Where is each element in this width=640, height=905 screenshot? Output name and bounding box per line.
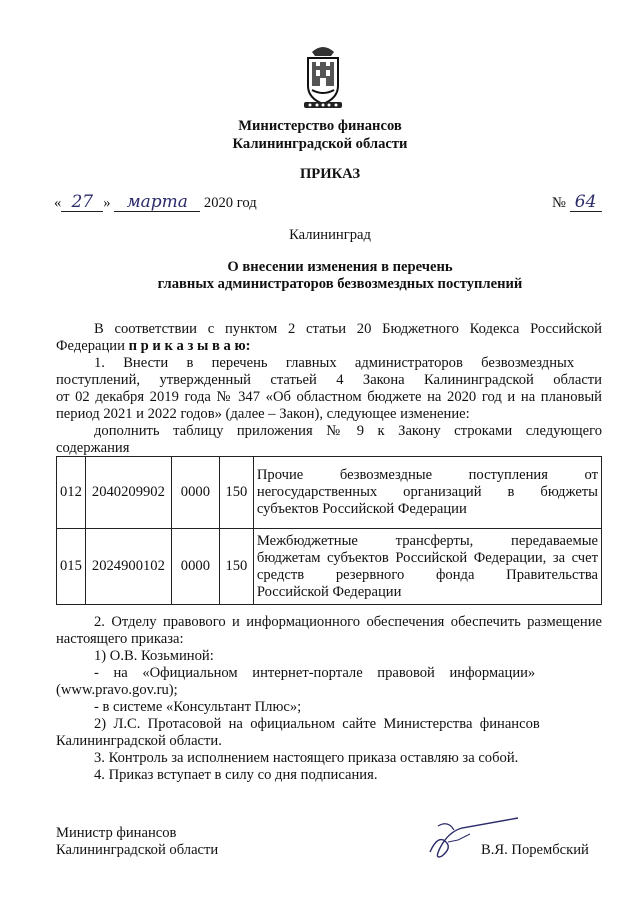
- cell-kbk: 2040209902: [85, 457, 171, 529]
- supplement-line2: содержания: [56, 440, 130, 456]
- signatory-name: В.Я. Порембский: [481, 842, 589, 858]
- date-day: 27: [61, 194, 103, 212]
- item4: 4. Приказ вступает в силу со дня подписания.: [94, 767, 378, 783]
- order-word: п р и к а з ы в а ю:: [128, 338, 251, 354]
- document-type: ПРИКАЗ: [299, 166, 361, 182]
- item1-line2: поступлений, утвержденный статьей 4 Закона Калининградской области: [56, 372, 602, 388]
- item2-line1: 2. Отделу правового и информационного обеспечения обеспечить размещение: [94, 614, 602, 630]
- cell-kosgu: 150: [219, 529, 253, 605]
- item1-line1: 1. Внести в перечень главных администраторов безвозмездных: [94, 355, 575, 371]
- document-number-value: 64: [570, 194, 602, 212]
- sub1-a-line2: (www.pravo.gov.ru);: [56, 682, 178, 698]
- cell-admin-code: 012: [57, 457, 86, 529]
- cell-admin-code: 015: [57, 529, 86, 605]
- cell-subcode: 0000: [171, 457, 219, 529]
- document-title-line1: О внесении изменения в перечень: [227, 259, 453, 275]
- signatory-position-line1: Министр финансов: [56, 825, 177, 841]
- cell-kbk: 2024900102: [85, 529, 171, 605]
- supplement-table: [56, 456, 602, 605]
- document-number: № 64: [552, 194, 612, 212]
- item1-line4: период 2021 и 2022 годов» (далее – Закон), следующее изменение:: [56, 406, 470, 422]
- document-title-line2: главных администраторов безвозмездных поступлений: [157, 276, 523, 292]
- preamble-line2: Федерации п р и к а з ы в а ю:: [56, 338, 251, 354]
- document-date: « 27 » марта 2020 год: [54, 192, 257, 212]
- item1-line3: от 02 декабря 2019 года № 347 «Об областном бюджете на 2020 год и на плановый: [56, 389, 602, 405]
- date-month: марта: [114, 194, 200, 212]
- cell-subcode: 0000: [171, 529, 219, 605]
- sub1: 1) О.В. Козьминой:: [94, 648, 214, 664]
- item2-line2: настоящего приказа:: [56, 631, 184, 647]
- ministry-name-line2: Калининградской области: [232, 136, 408, 152]
- cell-description: Прочие безвозмездные поступления от негосударственных организаций в бюджеты субъектов Российской Федерации: [253, 457, 601, 529]
- signatory-position-line2: Калининградской области: [56, 842, 219, 858]
- sub1-a-line1: - на «Официальном интернет-портале правовой информации»: [94, 665, 536, 681]
- table-row: [57, 457, 602, 529]
- item3: 3. Контроль за исполнением настоящего приказа оставляю за собой.: [94, 750, 519, 766]
- cell-kosgu: 150: [219, 457, 253, 529]
- sub2-line2: Калининградской области.: [56, 733, 222, 749]
- supplement-line1: дополнить таблицу приложения № 9 к Закону строками следующего: [94, 423, 602, 439]
- cell-description: Межбюджетные трансферты, передаваемые бюджетам субъектов Российской Федерации, за счет средств резервного фонда Правительства Российской Федерации: [253, 529, 601, 605]
- preamble-line1: В соответствии с пунктом 2 статьи 20 Бюджетного Кодекса Российской: [94, 321, 602, 337]
- coat-of-arms-emblem: [300, 42, 346, 110]
- city: Калининград: [289, 227, 371, 243]
- sub1-b: - в системе «Консультант Плюс»;: [94, 699, 302, 715]
- ministry-name-line1: Министерство финансов: [238, 118, 402, 134]
- sub2-line1: 2) Л.С. Протасовой на официальном сайте Министерства финансов: [94, 716, 540, 732]
- date-year: 2020 год: [203, 195, 257, 211]
- table-row: [57, 529, 602, 605]
